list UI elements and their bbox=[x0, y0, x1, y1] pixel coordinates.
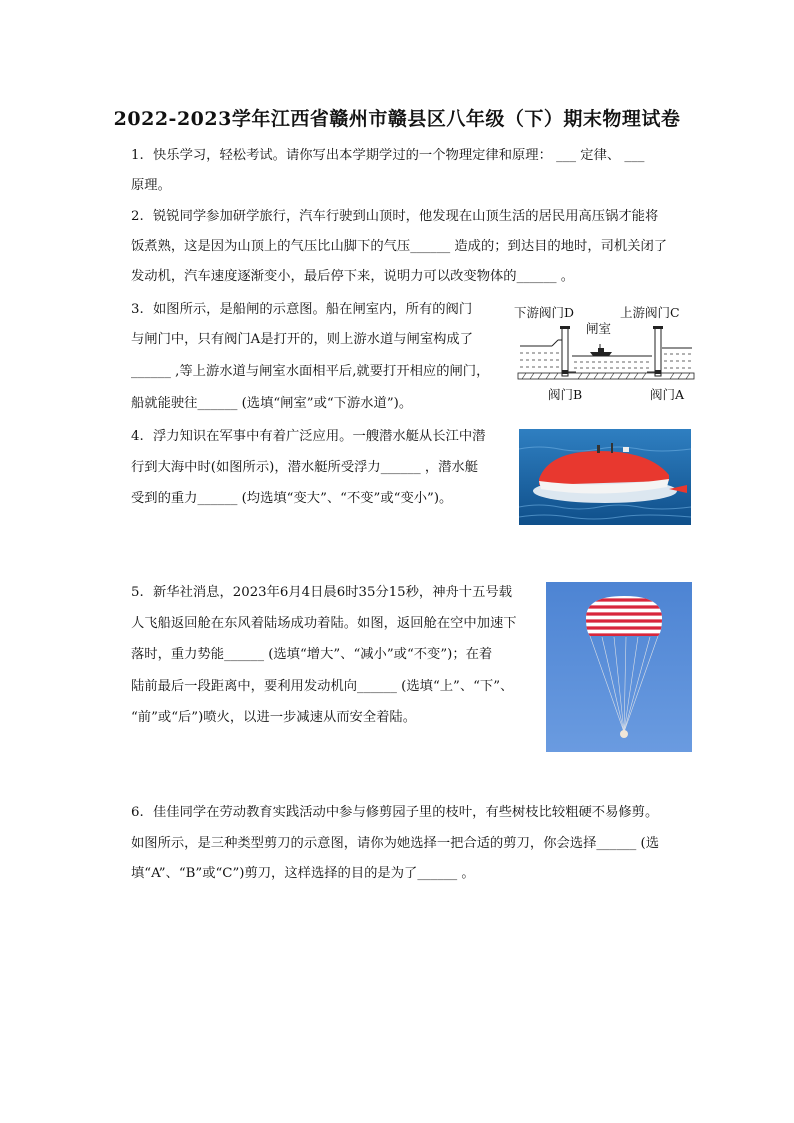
question-number: 3. bbox=[131, 302, 144, 317]
question-4-line-2: 行到大海中时(如图所示)，潜水艇所受浮力______ ，潜水艇 bbox=[131, 460, 479, 475]
question-3-line-1: 3. 如图所示，是船闸的示意图。船在闸室内，所有的阀门 bbox=[131, 300, 472, 320]
question-3-line-2: 与闸门中，只有阀门A是打开的，则上游水道与闸室构成了 bbox=[131, 332, 474, 347]
question-number: 5. bbox=[131, 585, 144, 600]
question-5-line-2: 人飞船返回舱在东风着陆场成功着陆。如图，返回舱在空中加速下 bbox=[131, 616, 517, 631]
question-2-line-3: 发动机，汽车速度逐渐变小，最后停下来，说明力可以改变物体的______ 。 bbox=[131, 269, 575, 284]
question-4-line-3: 受到的重力______ (均选填“变大”、“不变”或“变小”)。 bbox=[131, 491, 453, 506]
label-valve-b: 阀门B bbox=[548, 387, 583, 402]
label-valve-c: 上游阀门C bbox=[620, 305, 680, 320]
submarine-photo bbox=[519, 429, 691, 525]
label-valve-d: 下游阀门D bbox=[514, 305, 575, 320]
parachute-illustration bbox=[546, 582, 692, 752]
page-title: 2022-2023学年江西省赣州市赣县区八年级（下）期末物理试卷 bbox=[113, 108, 681, 130]
parachute-photo bbox=[546, 582, 692, 752]
submarine-illustration bbox=[519, 429, 691, 525]
question-6-line-1: 6. 佳佳同学在劳动教育实践活动中参与修剪园子里的枝叶，有些树枝比较粗硬不易修剪。 bbox=[131, 803, 658, 823]
question-1-line-2: 原理。 bbox=[131, 178, 171, 193]
question-5-line-4: 陆前最后一段距离中，要利用发动机向______ (选填“上”、“下”、 bbox=[131, 679, 514, 694]
question-number: 2. bbox=[131, 209, 144, 224]
question-5-line-3: 落时，重力势能______ (选填“增大”、“减小”或“不变”)；在着 bbox=[131, 647, 493, 662]
question-6-line-2: 如图所示，是三种类型剪刀的示意图，请你为她选择一把合适的剪刀，你会选择______ (选 bbox=[131, 836, 659, 851]
question-4-line-1: 4. 浮力知识在军事中有着广泛应用。一艘潜水艇从长江中潜 bbox=[131, 427, 485, 447]
question-2-line-2: 饭煮熟，这是因为山顶上的气压比山脚下的气压______ 造成的；到达目的地时，司机关闭了 bbox=[131, 239, 668, 254]
question-number: 4. bbox=[131, 429, 144, 444]
ship-lock-figure bbox=[512, 300, 698, 404]
label-valve-a: 阀门A bbox=[650, 387, 685, 402]
question-6-line-3: 填“A”、“B”或“C”)剪刀，这样选择的目的是为了______ 。 bbox=[131, 866, 475, 881]
ship-lock-diagram bbox=[512, 318, 698, 382]
question-number: 1. bbox=[131, 148, 144, 163]
question-3-line-3: ______ ,等上游水道与闸室水面相平后,就要打开相应的闸门， bbox=[131, 364, 490, 379]
question-2-line-1: 2. 锐锐同学参加研学旅行，汽车行驶到山顶时，他发现在山顶生活的居民用高压锅才能将 bbox=[131, 207, 658, 227]
question-5-line-5: “前”或“后”)喷火，以进一步减速从而安全着陆。 bbox=[131, 710, 417, 725]
question-5-line-1: 5. 新华社消息，2023年6月4日晨6时35分15秒，神舟十五号载 bbox=[131, 583, 512, 603]
label-lock-chamber: 闸室 bbox=[586, 321, 612, 336]
question-3-line-4: 船就能驶往______ (选填“闸室”或“下游水道”)。 bbox=[131, 396, 413, 411]
question-number: 6. bbox=[131, 805, 144, 820]
question-1-line-1: 1. 快乐学习，轻松考试。请你写出本学期学过的一个物理定律和原理： ___ 定律、 ___ bbox=[131, 146, 644, 166]
